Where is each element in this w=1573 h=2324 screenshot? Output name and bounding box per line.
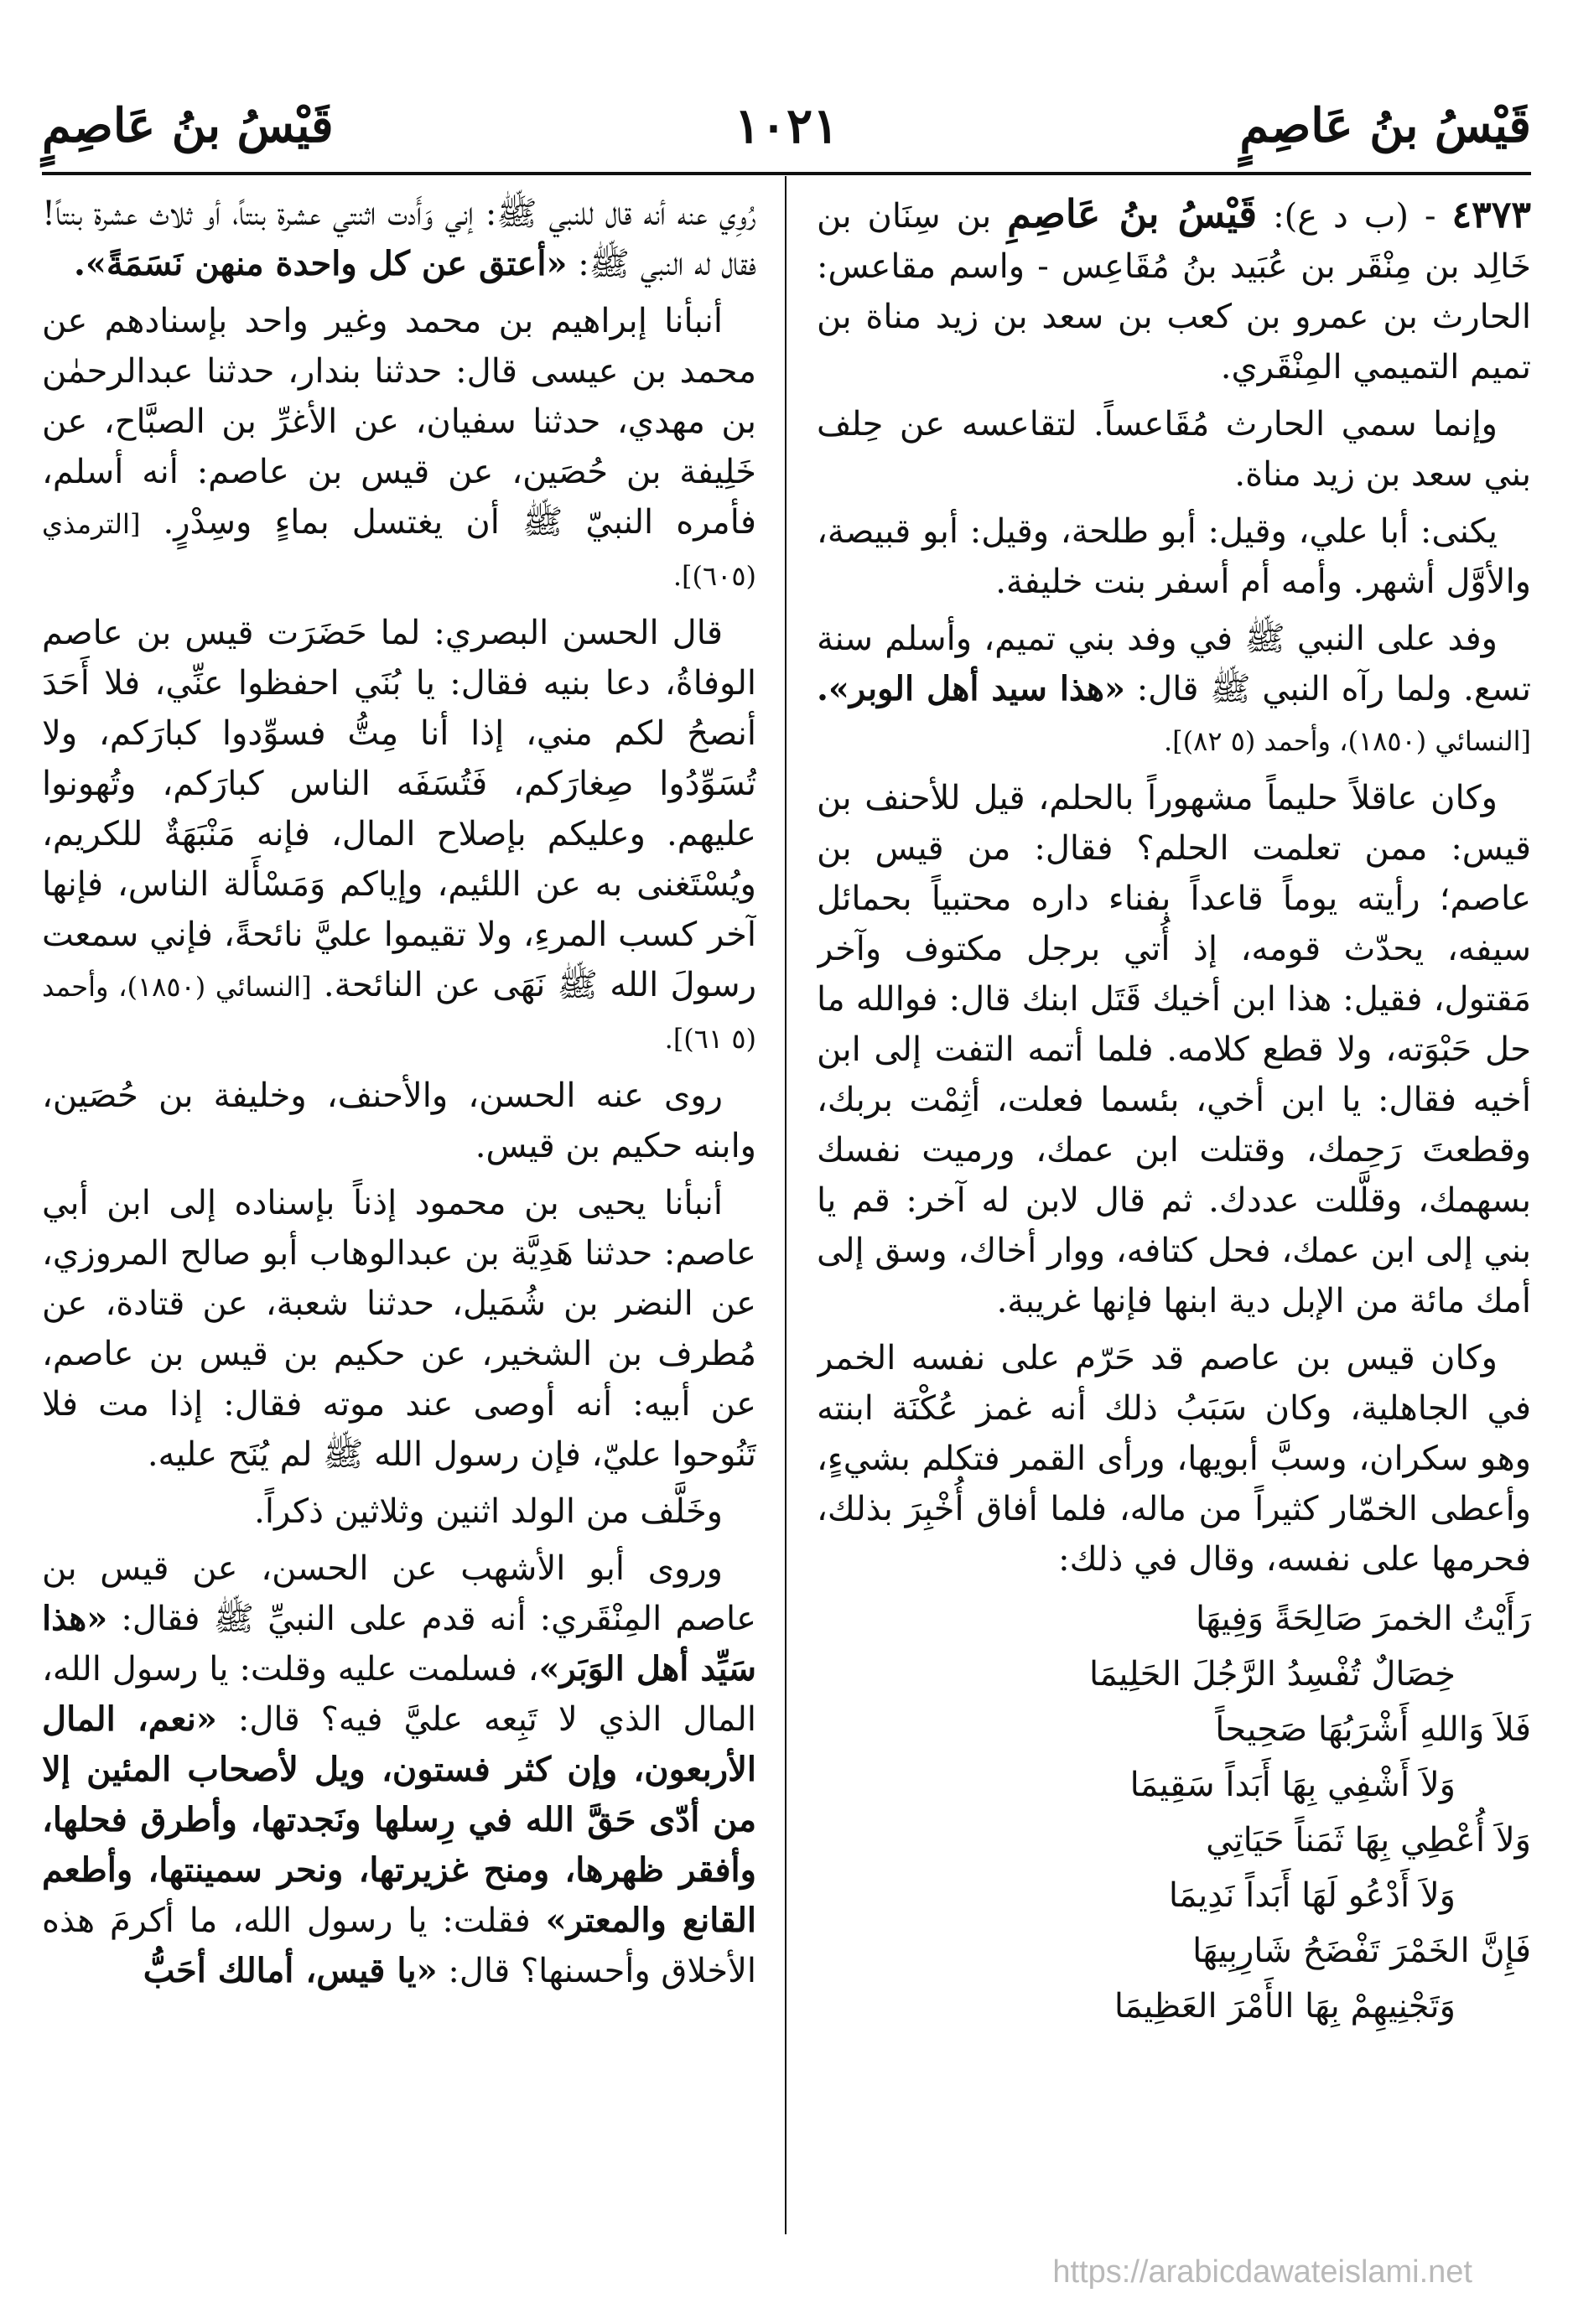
column-divider [785,176,786,2234]
verse-line: وَتَجْنِيهِمْ بِهَا الأَمْرَ العَظِيمَا [1114,1987,1456,2026]
paragraph: وكان عاقلاً حليماً مشهوراً بالحلم، قيل للأحنف بن قيس: ممن تعلمت الحلم؟ فقال: من قيس بن عاصم؛ رأيته يوماً قاعداً بفناء داره محتبياً بحمائل سيفه، يحدّث قومه، إذ أُتي برجل مكتوف وآخر مَقتول، فقيل: هذا ابن أخيك قَتَل ابنك قال: فوالله ما حل حَبْوَته، ولا قطع كلامه. فلما أتمه التفت إلى ابن أخيه فقال: يا ابن أخي، بئسما فعلت، أثِمْت بربك، وقطعتَ رَحِمك، وقتلت ابن عمك، ورميت نفسك بسهمك، وقلَّلت عددك. ثم قال لابن له آخر: قم يا بني إلى ابن عمك، فحل كتافه، ووار أخاك، وسق إلى أمك مائة من الإبل دية ابنها فإنها غريبة. [817,779,1531,1320]
citation: [النسائي (١٨٥٠)، وأحمد (٥ ٦١)]. [42,971,756,1055]
citation: [الترمذي (٦٠٥)]. [42,508,756,592]
verse-line: وَلاَ أَشْفِي بِهَا أَبَداً سَقِيمَا [1129,1766,1456,1804]
hadith-quote: «يا قيس، أمالك أحَبُّ [143,1951,438,1990]
paragraph: وروى أبو الأشهب عن الحسن، عن قيس بن عاصم المِنْقَري: أنه قدم على النبيِّ ﷺ فقال: «هذا سَيِّد أهل الوَبَر»، فسلمت عليه وقلت: يا رسول الله، المال الذي لا تَبِعه عليَّ فيه؟ قال: «نعم، المال الأربعون، وإن كثر فستون، ويل لأصحاب المئين إلا من أدّى حَقَّ الله في رِسلها ونَجدتها، وأطرق فحلها، وأفقر ظهرها، ومنح غزيرتها، ونحر سمينتها، وأطعم القانع والمعتر» فقلت: يا رسول الله، ما أكرمَ هذه الأخلاق وأحسنها؟ قال: «يا قيس، أمالك أحَبُّ [42,1549,756,1990]
hadith-quote: «أعتق عن كل واحدة منهن نَسَمَةً». [73,244,568,283]
verse-line: فَلاَ وَاللهِ أَشْرَبُهَا صَحِيحاً [1215,1710,1531,1749]
hadith-quote: «هذا سَيِّد أهل الوَبَر» [42,1599,756,1689]
page-header [42,80,1531,172]
entry-name: قَيْسُ بنُ عَاصِمِ [1007,191,1258,236]
verse-line: رَأَيْتُ الخمرَ صَالِحَةً وَفِيهَا [1195,1600,1531,1638]
paragraph: أنبأنا يحيى بن محمود إذناً بإسناده إلى ابن أبي عاصم: حدثنا هَدِيَّة بن عبدالوهاب أبو صالح المروزي، عن النضر بن شُمَيل، حدثنا شعبة، عن قتادة، عن مُطرف بن الشخير، عن حكيم بن قيس بن عاصم، عن أبيه: أنه أوصى عند موته فقال: إذا مت فلا تَنُوحوا عليّ، فإن رسول الله ﷺ لم يُنَح عليه. [42,1184,756,1474]
entry-number: ٤٣٧٣ [1451,194,1531,236]
header-rule [42,172,1531,175]
running-title-left: قَيْسُ بنُ عَاصِمٍ [42,98,334,153]
verse-line: خِصَالٌ تُفْسِدُ الرَّجُلَ الحَلِيمَا [1089,1655,1456,1694]
paragraph: وخَلَّف من الولد اثنين وثلاثين ذكراً. [254,1492,723,1531]
paragraph: قال الحسن البصري: لما حَضَرَت قيس بن عاصم الوفاةُ، دعا بنيه فقال: يا بُنَي احفظوا عنِّي، فلا أَحَدَ أنصحُ لكم مني، إذا أنا مِتُّ فسوِّدوا كبارَكم، ولا تُسَوِّدُوا صِغارَكم، فَتُسَفَه الناس كبارَكم، وتُهونوا عليهم. وعليكم بإصلاح المال، فإنه مَنْبَهَةٌ للكريم، ويُسْتَغنى به عن اللئيم، وإياكم وَمَسْأَلة الناس، فإنها آخر كسب المرءِ، ولا تقيموا عليَّ نائحةً، فإني سمعت رسولَ الله ﷺ نَهَى عن النائحة. [النسائي (١٨٥٠)، وأحمد (٥ ٦١)]. [42,614,756,1055]
hadith-quote: «هذا سيد أهل الوبر». [817,669,1126,708]
verse-line: وَلاَ أَدْعُو لَهَا أَبَداً نَدِيمَا [1168,1876,1456,1915]
left-column [42,189,756,2234]
entry-paragraph [817,189,1531,392]
watermark-url: https://arabicdawateislami.net [1052,2254,1472,2290]
verse-line: فَإِنَّ الخَمْرَ تَفْضَحُ شَارِبِيهَا [1192,1932,1531,1970]
entry-lineage: بن سِنَان بن خَالِد بن مِنْقَر بن عُبَيد بنُ مُقَاعِس - واسم مقاعس: الحارث بن عمرو بن كعب بن سعد بن زيد مناة بن تميم التميمي المِنْقَري. [817,197,1531,386]
running-title-right: قَيْسُ بنُ عَاصِمٍ [1239,98,1531,153]
paragraph: يكنى: أبا علي، وقيل: أبو طلحة، وقيل: أبو قبيصة، والأوَّل أشهر. وأمه أم أسفر بنت خليفة. [817,512,1531,601]
paragraph: وإنما سمي الحارث مُقَاعساً. لتقاعسه عن حِلف بني سعد بن زيد مناة. [817,405,1531,494]
verse-line: وَلاَ أُعْطِي بِهَا ثَمَناً حَيَاتِي [1206,1821,1531,1860]
paragraph: وفد على النبي ﷺ في وفد بني تميم، وأسلم سنة تسع. ولما رآه النبي ﷺ قال: «هذا سيد أهل الوبر». [النسائي (١٨٥٠)، وأحمد (٥ ٨٢)]. [817,620,1531,757]
hadith-quote: «نعم، المال الأربعون، وإن كثر فستون، ويل لأصحاب المئين إلا من أدّى حَقَّ الله في رِسلها ونَجدتها، وأطرق فحلها، وأفقر ظهرها، ومنح غزيرتها، ونحر سمينتها، وأطعم القانع والمعتر» [42,1699,756,1940]
paragraph: وكان قيس بن عاصم قد حَرّم على نفسه الخمر في الجاهلية، وكان سَبَبُ ذلك أنه غمز عُكْنَة ابنته وهو سكران، وسبَّ أبويها، ورأى القمر فتكلم بشيءٍ، وأعطى الخمّار كثيراً من ماله، فلما أفاق أُخْبِرَ بذلك، فحرمها على نفسه، وقال في ذلك: [817,1339,1531,1579]
entry-code: - (ب د ع): [1273,197,1436,236]
citation: [النسائي (١٨٥٠)، وأحمد (٥ ٨٢)]. [1164,725,1531,757]
paragraph: رُوِي عنه أنه قال للنبي ﷺ: إني وَأَدت اثنتي عشرة بنتاً، أو ثلاث عشرة بنتاً! فقال له النبي ﷺ: «أعتق عن كل واحدة منهن نَسَمَةً». [42,195,756,283]
paragraph: أنبأنا إبراهيم بن محمد وغير واحد بإسنادهم عن محمد بن عيسى قال: حدثنا بندار، حدثنا عبدالرحمٰن بن مهدي، حدثنا سفيان، عن الأغرِّ بن الصبَّاح، عن خَلِيفة بن حُصَين، عن قيس بن عاصم: أنه أسلم، فأمره النبيّ ﷺ أن يغتسل بماءٍ وسِدْرٍ. [الترمذي (٦٠٥)]. [42,302,756,592]
right-column [817,189,1531,2234]
page-number: ١٠٢١ [734,97,839,154]
paragraph: روى عنه الحسن، والأحنف، وخليفة بن حُصَين، وابنه حكيم بن قيس. [42,1076,756,1165]
